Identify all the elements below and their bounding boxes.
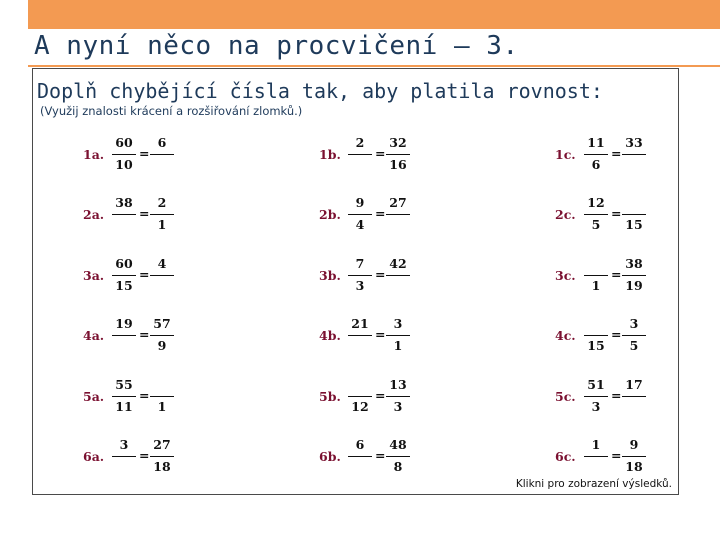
fraction-bar [150,456,174,457]
exercise-label: 1a. [83,147,105,162]
numerator[interactable]: 17 [625,377,643,392]
exercise-label: 6b. [319,449,341,464]
fraction-bar [150,214,174,215]
right-fraction [384,256,412,296]
fraction-bar [112,396,136,397]
exercise-label: 6a. [83,449,105,464]
fraction-bar [348,335,372,336]
numerator[interactable]: 2 [157,195,167,210]
numerator[interactable] [346,377,374,393]
equals-sign: = [139,448,150,463]
right-fraction [148,316,176,356]
instruction-text: Doplň chybějící čísla tak, aby platila rovnost: [37,79,603,103]
numerator[interactable]: 3 [119,437,129,452]
numerator[interactable]: 60 [115,135,133,150]
exercise-2c [555,195,695,235]
exercise-label: 3a. [83,268,105,283]
numerator[interactable]: 6 [157,135,167,150]
left-fraction [110,316,138,356]
show-results-link[interactable]: Klikni pro zobrazení výsledků. [515,478,672,490]
fraction-bar [386,154,410,155]
exercise-label: 6c. [555,449,576,464]
fraction-bar [584,335,608,336]
exercise-6a [83,437,223,477]
numerator[interactable]: 6 [355,437,365,452]
fraction-bar [150,154,174,155]
exercise-label: 5c. [555,389,576,404]
fraction-bar [150,335,174,336]
denominator[interactable] [148,278,176,294]
numerator[interactable]: 33 [625,135,643,150]
numerator[interactable]: 38 [115,195,133,210]
numerator[interactable]: 48 [389,437,407,452]
left-fraction [582,316,610,356]
exercise-5a [83,377,223,417]
denominator[interactable] [148,157,176,173]
right-fraction [620,256,648,296]
left-fraction [346,195,374,235]
numerator[interactable]: 4 [157,256,167,271]
numerator[interactable]: 32 [389,135,407,150]
denominator[interactable]: 19 [625,278,643,293]
numerator[interactable]: 27 [153,437,171,452]
right-fraction [384,316,412,356]
exercise-label: 2b. [319,207,341,222]
numerator[interactable]: 7 [355,256,365,271]
denominator[interactable]: 18 [153,459,171,474]
fraction-bar [622,396,646,397]
left-fraction [346,256,374,296]
top-bar-accent [28,0,720,29]
numerator[interactable] [148,377,176,393]
numerator[interactable]: 9 [355,195,365,210]
numerator[interactable] [582,256,610,272]
exercise-6c [555,437,695,477]
fraction-bar [112,275,136,276]
right-fraction [148,256,176,296]
numerator[interactable] [620,195,648,211]
exercise-label: 4b. [319,328,341,343]
fraction-bar [112,154,136,155]
equals-sign: = [139,388,150,403]
left-fraction [582,377,610,417]
right-fraction [620,377,648,417]
exercise-label: 5b. [319,389,341,404]
exercise-2b [319,195,459,235]
exercise-1c [555,135,695,175]
fraction-bar [622,275,646,276]
equals-sign: = [611,448,622,463]
right-fraction [384,135,412,175]
denominator[interactable] [346,459,374,475]
left-fraction [582,437,610,477]
denominator[interactable] [346,338,374,354]
left-fraction [346,437,374,477]
denominator[interactable]: 1 [393,338,403,353]
denominator[interactable]: 3 [591,399,601,414]
exercise-label: 3c. [555,268,576,283]
exercise-label: 2c. [555,207,576,222]
fraction-bar [150,396,174,397]
denominator[interactable]: 15 [587,338,605,353]
denominator[interactable]: 5 [591,217,601,232]
right-fraction [620,195,648,235]
left-fraction [582,256,610,296]
equals-sign: = [139,146,150,161]
fraction-bar [622,154,646,155]
right-fraction [148,377,176,417]
exercise-label: 1b. [319,147,341,162]
left-fraction [346,316,374,356]
exercise-5c [555,377,695,417]
numerator[interactable]: 3 [393,316,403,331]
numerator[interactable]: 42 [389,256,407,271]
fraction-bar [348,214,372,215]
fraction-bar [112,214,136,215]
fraction-bar [622,335,646,336]
fraction-bar [348,275,372,276]
numerator[interactable]: 9 [629,437,639,452]
denominator[interactable]: 6 [591,157,601,172]
exercise-label: 3b. [319,268,341,283]
denominator[interactable] [110,217,138,233]
slide-title: A nyní něco na procvičení – 3. [34,31,519,61]
exercise-label: 1c. [555,147,576,162]
numerator[interactable]: 57 [153,316,171,331]
denominator[interactable] [110,338,138,354]
exercise-2a [83,195,223,235]
denominator[interactable]: 18 [625,459,643,474]
right-fraction [384,437,412,477]
numerator[interactable]: 11 [587,135,605,150]
denominator[interactable] [346,157,374,173]
exercise-label: 5a. [83,389,105,404]
right-fraction [148,135,176,175]
equals-sign: = [611,388,622,403]
denominator[interactable]: 15 [625,217,643,232]
equals-sign: = [611,267,622,282]
denominator[interactable] [620,399,648,415]
denominator[interactable] [384,217,412,233]
fraction-bar [386,396,410,397]
fraction-bar [386,335,410,336]
equals-sign: = [375,327,386,342]
fraction-bar [150,275,174,276]
numerator[interactable] [582,316,610,332]
fraction-bar [386,456,410,457]
denominator[interactable]: 16 [389,157,407,172]
denominator[interactable]: 12 [351,399,369,414]
numerator[interactable]: 19 [115,316,133,331]
numerator[interactable]: 55 [115,377,133,392]
equals-sign: = [611,146,622,161]
top-bar-left-gap [0,0,28,29]
denominator[interactable]: 15 [115,278,133,293]
left-fraction [110,437,138,477]
numerator[interactable]: 27 [389,195,407,210]
exercise-5b [319,377,459,417]
right-fraction [384,195,412,235]
right-fraction [148,195,176,235]
hint-text: (Využij znalosti krácení a rozšiřování zlomků.) [40,104,303,118]
title-underline [28,65,720,67]
denominator[interactable]: 5 [629,338,639,353]
numerator[interactable]: 12 [587,195,605,210]
equals-sign: = [611,327,622,342]
fraction-bar [584,396,608,397]
denominator[interactable]: 1 [591,278,601,293]
top-bar [0,0,720,29]
fraction-bar [386,275,410,276]
equals-sign: = [139,206,150,221]
exercise-6b [319,437,459,477]
left-fraction [110,195,138,235]
fraction-bar [584,275,608,276]
exercise-label: 4a. [83,328,105,343]
denominator[interactable]: 1 [157,399,167,414]
equals-sign: = [611,206,622,221]
numerator[interactable]: 21 [351,316,369,331]
denominator[interactable]: 4 [355,217,365,232]
numerator[interactable]: 1 [591,437,601,452]
denominator[interactable]: 1 [157,217,167,232]
left-fraction [582,135,610,175]
denominator[interactable] [620,157,648,173]
exercise-label: 2a. [83,207,105,222]
right-fraction [620,437,648,477]
fraction-bar [112,335,136,336]
exercise-4b [319,316,459,356]
exercise-3a [83,256,223,296]
fraction-bar [584,214,608,215]
equals-sign: = [139,327,150,342]
numerator[interactable]: 2 [355,135,365,150]
exercise-1a [83,135,223,175]
denominator[interactable] [384,278,412,294]
numerator[interactable]: 38 [625,256,643,271]
right-fraction [148,437,176,477]
equals-sign: = [375,206,386,221]
equals-sign: = [375,146,386,161]
numerator[interactable]: 3 [629,316,639,331]
fraction-bar [348,396,372,397]
exercise-1b [319,135,459,175]
fraction-bar [584,456,608,457]
right-fraction [620,135,648,175]
numerator[interactable]: 13 [389,377,407,392]
left-fraction [110,377,138,417]
exercise-3c [555,256,695,296]
equals-sign: = [375,267,386,282]
right-fraction [620,316,648,356]
denominator[interactable]: 11 [115,399,133,414]
left-fraction [582,195,610,235]
exercise-4c [555,316,695,356]
fraction-bar [622,214,646,215]
denominator[interactable]: 9 [157,338,167,353]
numerator[interactable]: 51 [587,377,605,392]
fraction-bar [386,214,410,215]
exercise-3b [319,256,459,296]
equals-sign: = [375,448,386,463]
left-fraction [110,256,138,296]
equals-sign: = [375,388,386,403]
equals-sign: = [139,267,150,282]
numerator[interactable]: 60 [115,256,133,271]
fraction-bar [622,456,646,457]
left-fraction [110,135,138,175]
left-fraction [346,135,374,175]
denominator[interactable]: 8 [393,459,403,474]
left-fraction [346,377,374,417]
right-fraction [384,377,412,417]
exercise-label: 4c. [555,328,576,343]
fraction-bar [348,456,372,457]
fraction-bar [348,154,372,155]
denominator[interactable] [110,459,138,475]
denominator[interactable] [582,459,610,475]
denominator[interactable]: 10 [115,157,133,172]
denominator[interactable]: 3 [393,399,403,414]
fraction-bar [112,456,136,457]
denominator[interactable]: 3 [355,278,365,293]
exercise-4a [83,316,223,356]
fraction-bar [584,154,608,155]
